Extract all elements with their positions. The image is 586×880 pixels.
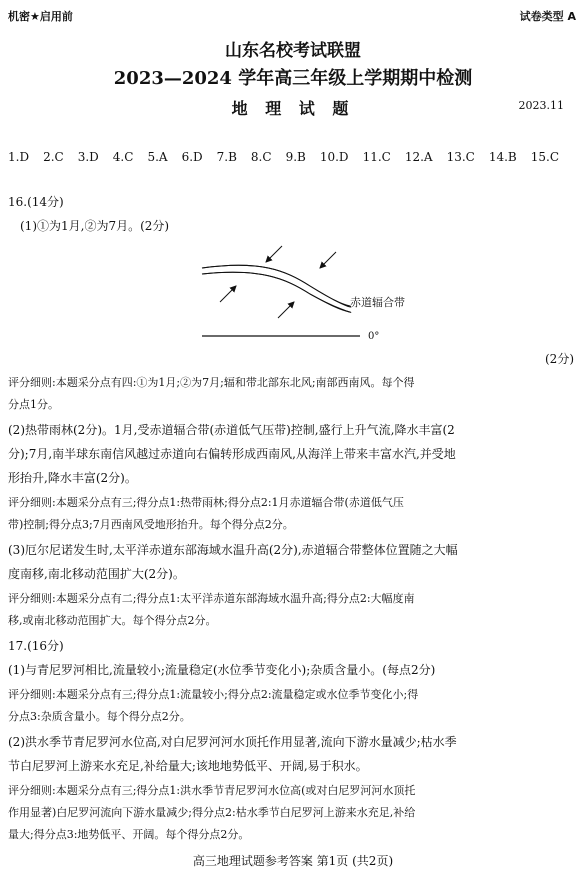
mc-answer: 4.C bbox=[112, 150, 134, 164]
q17-part1: (1)与青尼罗河相比,流量较小;流量稳定(水位季节变化小);杂质含量小。(每点2分) bbox=[8, 663, 436, 677]
mc-answer: 6.D bbox=[181, 150, 203, 164]
q16-part2-l2: 分);7月,南半球东南信风越过赤道向右偏转形成西南风,从海洋上带来丰富水汽,并受地 bbox=[8, 447, 456, 461]
mc-answer: 1.D bbox=[8, 150, 30, 164]
confidential-label: 机密★启用前 bbox=[8, 10, 73, 23]
q17-part2-detail-l3: 量大;得分点3:地势低平、开阔。每个得分点2分。 bbox=[8, 828, 250, 841]
mc-answer: 9.B bbox=[285, 150, 306, 164]
q16-part1-detail-l2: 分点1分。 bbox=[8, 398, 59, 411]
q17-part2-detail-l1: 评分细则:本题采分点有三;得分点1:洪水季节青尼罗河水位高(或对白尼罗河河水顶托 bbox=[8, 784, 416, 797]
mc-answer: 14.B bbox=[488, 150, 517, 164]
exam-date: 2023.11 bbox=[518, 99, 564, 112]
mc-answer-list bbox=[8, 146, 578, 168]
paper-type-label: 试卷类型 A bbox=[519, 10, 576, 23]
mc-answer: 10.D bbox=[319, 150, 349, 164]
mc-answer: 8.C bbox=[250, 150, 272, 164]
mc-answer: 11.C bbox=[362, 150, 391, 164]
q17-part2-detail-l2: 作用显著)白尼罗河流向下游水量减少;得分点2:枯水季节白尼罗河上游来水充足,补给 bbox=[8, 806, 416, 819]
q16-part1-detail-l1: 评分细则:本题采分点有四:①为1月;②为7月;辐和带北部东北风;南部西南风。每个得 bbox=[8, 376, 415, 389]
itcz-label: 赤道辐合带 bbox=[350, 296, 405, 309]
wind-arrow bbox=[320, 252, 336, 268]
q16-part3-detail-l1: 评分细则:本题采分点有二;得分点1:太平洋赤道东部海域水温升高;得分点2:大幅度南 bbox=[8, 592, 415, 605]
q17-part2-l1: (2)洪水季节青尼罗河水位高,对白尼罗河河水顶托作用显著,流向下游水量减少;枯水季 bbox=[8, 735, 457, 749]
q16-heading: 16.(14分) bbox=[8, 195, 64, 209]
q17-heading: 17.(16分) bbox=[8, 639, 64, 653]
q17-part2-l2: 节白尼罗河上游来水充足,补给量大;该地地势低平、开阔,易于积水。 bbox=[8, 759, 368, 773]
mc-answer: 3.D bbox=[77, 150, 99, 164]
q16-part2-detail-l1: 评分细则:本题采分点有三;得分点1:热带雨林;得分点2:1月赤道辐合带(赤道低气压 bbox=[8, 496, 404, 509]
q16-part2-l3: 形抬升,降水丰富(2分)。 bbox=[8, 471, 137, 485]
subject-title: 地 理 试 题 bbox=[231, 99, 355, 118]
wind-arrow bbox=[220, 286, 236, 302]
equator-label: 0° bbox=[368, 331, 380, 342]
diagram-score: (2分) bbox=[545, 352, 574, 366]
page-footer: 高三地理试题参考答案 第1页 (共2页) bbox=[192, 854, 394, 868]
q16-part3-l2: 度南移,南北移动范围扩大(2分)。 bbox=[8, 567, 185, 581]
mc-answer: 5.A bbox=[147, 150, 168, 164]
q16-part1: (1)①为1月,②为7月。(2分) bbox=[20, 219, 170, 233]
mc-answer: 7.B bbox=[216, 150, 237, 164]
alliance-title: 山东名校考试联盟 bbox=[225, 41, 361, 61]
mc-answer: 12.A bbox=[404, 150, 433, 164]
q16-part3-l1: (3)厄尔尼诺发生时,太平洋赤道东部海域水温升高(2分),赤道辐合带整体位置随之大幅 bbox=[8, 543, 458, 557]
q16-part2-l1: (2)热带雨林(2分)。1月,受赤道辐合带(赤道低气压带)控制,盛行上升气流,降水丰富(2 bbox=[8, 423, 455, 437]
wind-arrow bbox=[278, 302, 294, 318]
q16-part3-detail-l2: 移,或南北移动范围扩大。每个得分点2分。 bbox=[8, 614, 217, 627]
wind-arrow bbox=[266, 246, 282, 262]
mc-answer: 13.C bbox=[446, 150, 475, 164]
q16-part2-detail-l2: 带)控制;得分点3;7月西南风受地形抬升。每个得分点2分。 bbox=[8, 518, 294, 531]
exam-title: 2023—2024 学年高三年级上学期期中检测 bbox=[113, 68, 473, 89]
q17-part1-detail-l2: 分点3:杂质含量小。每个得分点2分。 bbox=[8, 710, 191, 723]
q17-part1-detail-l1: 评分细则:本题采分点有三;得分点1:流量较小;得分点2:流量稳定或水位季节变化小;得 bbox=[8, 688, 419, 701]
mc-answer: 2.C bbox=[43, 150, 64, 164]
itcz-curve-upper bbox=[202, 265, 351, 307]
wind-belt-diagram bbox=[190, 240, 430, 344]
mc-answer: 15.C bbox=[530, 150, 560, 164]
